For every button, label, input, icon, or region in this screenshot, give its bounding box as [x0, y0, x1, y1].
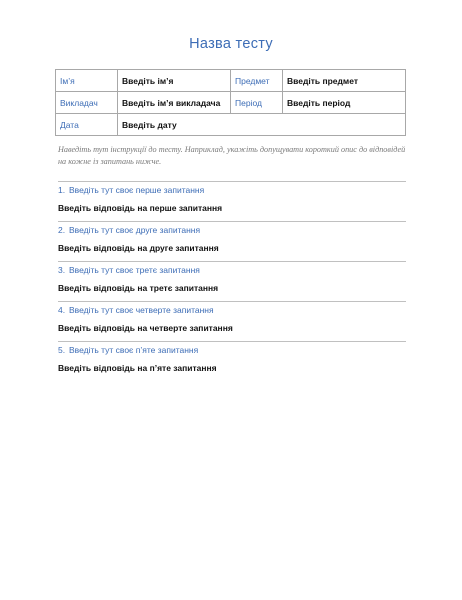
question-1[interactable]: [58, 185, 204, 195]
subject-field[interactable]: Введіть предмет: [283, 70, 406, 92]
info-table: [55, 69, 406, 136]
question-text: Введіть тут своє п’яте запитання: [69, 345, 199, 355]
info-row-teacher: [56, 92, 406, 114]
question-4[interactable]: [58, 305, 214, 315]
subject-label: Предмет: [231, 70, 283, 92]
question-text: Введіть тут своє третє запитання: [69, 265, 200, 275]
info-row-name: [56, 70, 406, 92]
name-label: Ім’я: [56, 70, 118, 92]
question-block-4: [58, 301, 406, 333]
question-text: Введіть тут своє друге запитання: [69, 225, 201, 235]
teacher-field[interactable]: Введіть ім’я викладача: [118, 92, 231, 114]
question-number: 1.: [58, 185, 66, 195]
period-field[interactable]: Введіть період: [283, 92, 406, 114]
info-row-date: [56, 114, 406, 136]
question-3[interactable]: [58, 265, 200, 275]
answer-4[interactable]: Введіть відповідь на четверте запитання: [58, 323, 233, 333]
date-field[interactable]: Введіть дату: [118, 114, 406, 136]
question-number: 5.: [58, 345, 66, 355]
question-text: Введіть тут своє перше запитання: [69, 185, 205, 195]
name-field[interactable]: Введіть ім’я: [118, 70, 231, 92]
question-number: 4.: [58, 305, 66, 315]
answer-2[interactable]: Введіть відповідь на друге запитання: [58, 243, 219, 253]
question-5[interactable]: [58, 345, 198, 355]
instructions-text[interactable]: Наведіть тут інструкції до тесту. Наприклад, укажіть допущувати короткий опис до відповідей на кожне із запитань нижче.: [58, 145, 406, 166]
question-block-3: [58, 261, 406, 293]
test-title[interactable]: Назва тесту: [189, 36, 273, 52]
question-block-1: [58, 181, 406, 213]
question-number: 3.: [58, 265, 66, 275]
question-block-5: [58, 341, 406, 373]
answer-5[interactable]: Введіть відповідь на п’яте запитання: [58, 363, 217, 373]
teacher-label: Викладач: [56, 92, 118, 114]
question-text: Введіть тут своє четверте запитання: [69, 305, 214, 315]
answer-3[interactable]: Введіть відповідь на третє запитання: [58, 283, 219, 293]
question-2[interactable]: [58, 225, 200, 235]
question-number: 2.: [58, 225, 66, 235]
period-label: Період: [231, 92, 283, 114]
answer-1[interactable]: Введіть відповідь на перше запитання: [58, 203, 223, 213]
question-block-2: [58, 221, 406, 253]
date-label: Дата: [56, 114, 118, 136]
